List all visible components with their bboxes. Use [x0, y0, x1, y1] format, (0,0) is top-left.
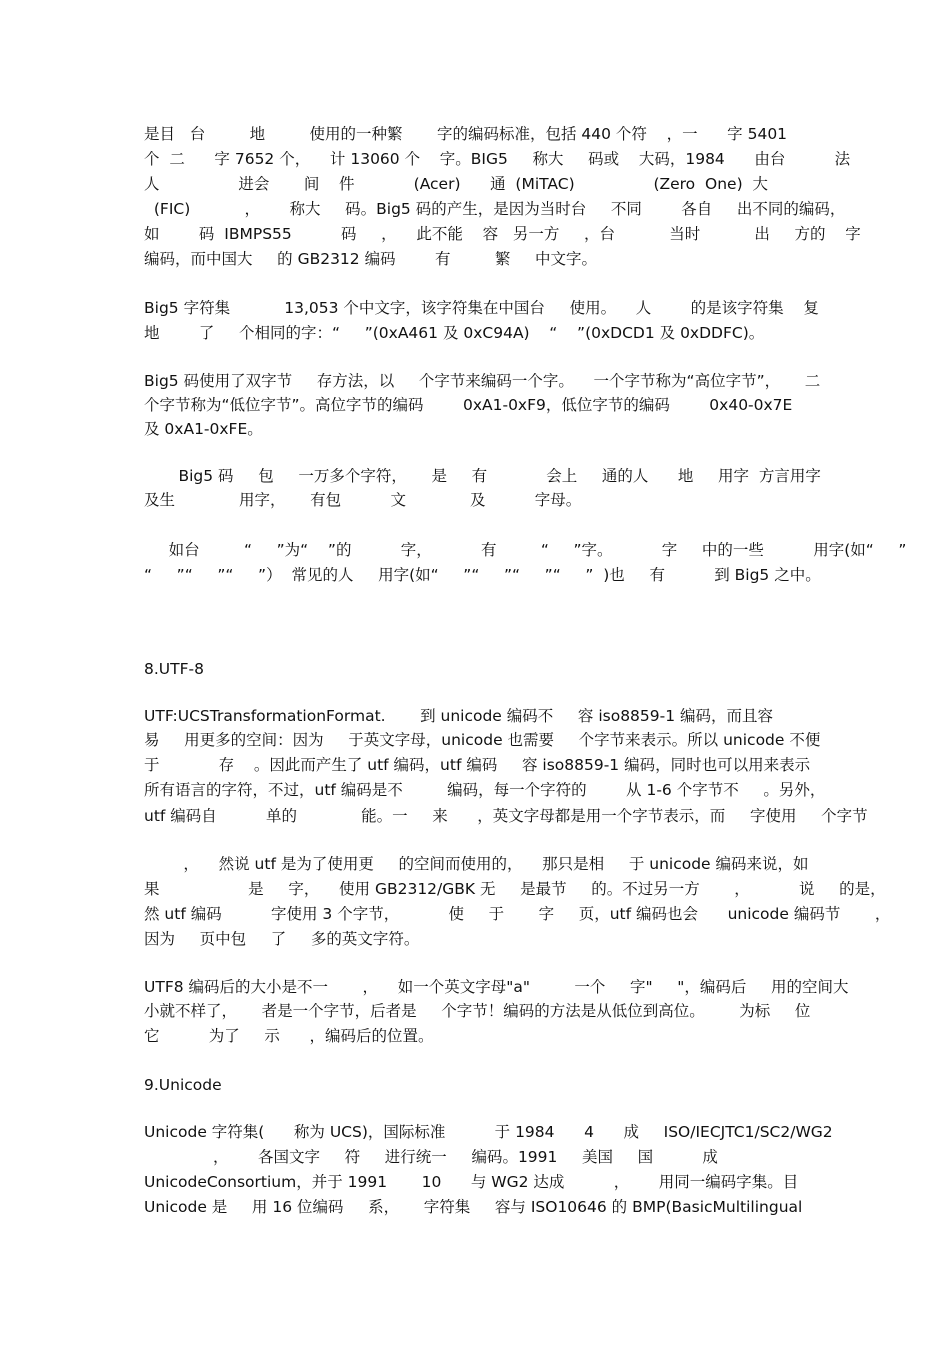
text-line: Unicode 是 用 16 位编码 系， 字符集 容与 ISO10646 的 BMP(BasicMultilingual — [144, 1198, 803, 1216]
text-line: Big5 码使用了双字节 存方法，以 个字节来编码一个字。 一个字节称为“高位字节”， 二 — [144, 372, 821, 390]
text-line: 所有语言的字符，不过，utf 编码是不 编码，每一个字符的 从 1-6 个字节不 。另外， — [144, 781, 826, 799]
text-line: 及生 用字， 有包 文 及 字母。 — [144, 491, 582, 509]
text-line: (FIC) ， 称大 码。Big5 码的产生，是因为当时台 不同 各自 出不同的编码， — [144, 200, 846, 218]
text-line: 果 是 字， 使用 GB2312/GBK 无 是最节 的。不过另一方 ， 说 的是， — [144, 880, 886, 898]
text-line: 如台 “ ”为“ ”的 字， 有 “ ”字。 字 中的一些 用字(如“ ” — [144, 541, 907, 559]
text-line: UTF8 编码后的大小是不一 ， 如一个英文字母"a" 一个 字" "，编码后 用的空间大 — [144, 978, 849, 996]
text-line: 小就不样了， 者是一个字节，后者是 个字节！编码的方法是从低位到高位。 为标 位 — [144, 1002, 811, 1020]
text-line: UTF:UCSTransformationFormat. 到 unicode 编码不 容 iso8859-1 编码，而且容 — [144, 707, 774, 725]
text-line: 它 为了 示 ，编码后的位置。 — [144, 1027, 434, 1045]
text-line: 如 码 IBMPS55 码 ， 此不能 容 另一方 ，台 当时 出 方的 字 — [144, 225, 861, 243]
text-line: 个字节称为“低位字节”。高位字节的编码 0xA1-0xF9，低位字节的编码 0x40-0x7E — [144, 396, 793, 414]
text-line: 于 存 。因此而产生了 utf 编码，utf 编码 容 iso8859-1 编码，同时也可以用来表示 — [144, 756, 811, 774]
section-heading: 8.UTF-8 — [144, 660, 204, 678]
text-line: 地 了 个相同的字：“ ”(0xA461 及 0xC94A) “ ”(0xDCD1 及 0xDDFC)。 — [144, 324, 765, 342]
text-line: utf 编码自 单的 能。一 来 ，英文字母都是用一个字节表示，而 字使用 个字节 — [144, 807, 868, 825]
text-line: “ ”“ ”“ ”） 常见的人 用字(如“ ”“ ”“ ”“ ” )也 有 到 Big5 之中。 — [144, 566, 821, 584]
text-line: ， 各国文字 符 进行统一 编码。1991 美国 国 成 — [144, 1148, 718, 1166]
text-line: 因为 页中包 了 多的英文字符。 — [144, 930, 420, 948]
text-line: 人 进会 间 件 (Acer) 通 (MiTAC) (Zero One) 大 — [144, 175, 768, 193]
text-line: 个 二 字 7652 个， 计 13060 个 字。BIG5 称大 码或 大码，1984 由台 法 — [144, 150, 851, 168]
text-line: UnicodeConsortium，并于 1991 10 与 WG2 达成 ， 用同一编码字集。目 — [144, 1173, 799, 1191]
text-line: 易 用更多的空间：因为 于英文字母，unicode 也需要 个字节来表示。所以 unicode 不便 — [144, 731, 821, 749]
text-line: 编码，而中国大 的 GB2312 编码 有 繁 中文字。 — [144, 250, 597, 268]
text-line: 及 0xA1-0xFE。 — [144, 420, 263, 438]
section-heading: 9.Unicode — [144, 1076, 222, 1094]
text-line: 然 utf 编码 字使用 3 个字节， 使 于 字 页，utf 编码也会 unicode 编码节 ， — [144, 905, 891, 923]
text-line: Big5 字符集 13,053 个中文字，该字符集在中国台 使用。 人 的是该字符集 复 — [144, 299, 819, 317]
text-line: Big5 码 包 一万多个字符， 是 有 会上 通的人 地 用字 方言用字 — [144, 467, 821, 485]
text-line: ， 然说 utf 是为了使用更 的空间而使用的， 那只是相 于 unicode 编码来说，如 — [144, 855, 809, 873]
text-line: 是目 台 地 使用的一种繁 字的编码标准，包括 440 个符 ，一 字 5401 — [144, 125, 788, 143]
text-line: Unicode 字符集( 称为 UCS)，国际标准 于 1984 4 成 ISO/IECJTC1/SC2/WG2 — [144, 1123, 833, 1141]
